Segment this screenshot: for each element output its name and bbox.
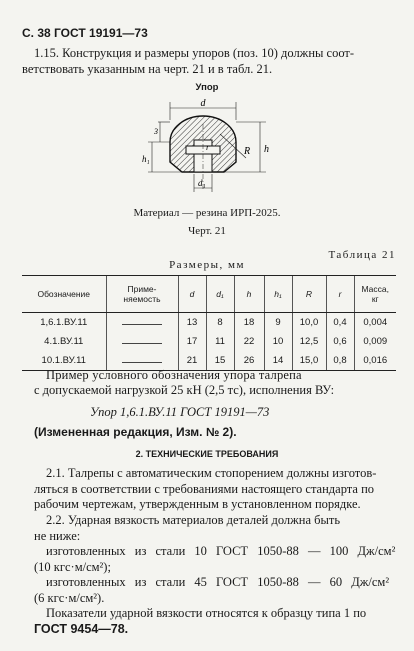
cell-h1: 10 [264, 332, 292, 351]
cell-h: 26 [234, 351, 264, 371]
clause-1-15 [22, 46, 396, 77]
clause-1-15-line1: 1.15. Конструкция и размеры упоров (поз. 10) должны соот- [34, 46, 355, 60]
clause-2-2-line8: ГОСТ 9454—78. [34, 621, 129, 636]
dim-r: r [206, 142, 210, 152]
cell-applicability [122, 324, 162, 325]
table-row [22, 313, 396, 333]
table-subtitle: Размеры, мм [169, 259, 245, 271]
cell-r: 0,6 [326, 332, 354, 351]
clause-2-2-line3: изготовленных из стали 10 ГОСТ 1050-88 — 100 Дж/см² [46, 544, 396, 558]
cell-designation: 10.1.ВУ.11 [22, 351, 106, 371]
clause-2-1 [34, 466, 396, 513]
cell-d: 21 [178, 351, 206, 371]
table-label: Таблица 21 [328, 249, 396, 261]
clause-2-1-line1: 2.1. Талрепы с автоматическим стопорением должны изготов- [46, 466, 377, 480]
cell-h1: 9 [264, 313, 292, 333]
cell-d: 17 [178, 332, 206, 351]
dim-d1: d₁ [198, 178, 206, 188]
section-2-title: 2. ТЕХНИЧЕСКИЕ ТРЕБОВАНИЯ [135, 449, 279, 459]
th-r: r [326, 276, 354, 313]
amendment-note: (Измененная редакция, Изм. № 2). [34, 425, 237, 439]
dim-h1: h₁ [142, 154, 150, 164]
cell-mass: 0,004 [354, 313, 396, 333]
cell-h: 22 [234, 332, 264, 351]
clause-2-1-line2: ляться в соответствии с требованиями настоящего стандарта по [34, 481, 375, 496]
dim-h: h [264, 144, 269, 155]
clause-2-2-line4: (10 кгс·м/см²); [34, 559, 111, 574]
clause-2-2 [34, 513, 396, 637]
material-note: Материал — резина ИРП-2025. [133, 207, 281, 219]
cell-r: 0,8 [326, 351, 354, 371]
cell-R: 10,0 [292, 313, 326, 333]
example-line2: с допускаемой нагрузкой 25 кН (2,5 тс), исполнения ВУ: [34, 383, 335, 397]
cell-mass: 0,016 [354, 351, 396, 371]
clause-2-2-line5: изготовленных из стали 45 ГОСТ 1050-88 — 60 Дж/см² [46, 575, 390, 589]
table-header-row [22, 276, 396, 313]
th-applicability: Приме- няемость [106, 276, 178, 313]
cell-r: 0,4 [326, 313, 354, 333]
drawing-title: Упор [195, 82, 219, 93]
example-line1: Пример условного обозначения упора талрепа [46, 368, 302, 382]
figure-caption: Черт. 21 [188, 225, 226, 237]
stop-drawing [140, 96, 280, 196]
dim-3: 3 [154, 127, 158, 136]
cell-mass: 0,009 [354, 332, 396, 351]
cell-R: 12,5 [292, 332, 326, 351]
clause-2-2-line2: не ниже: [34, 528, 81, 543]
th-d: d [178, 276, 206, 313]
cell-h: 18 [234, 313, 264, 333]
cell-d1: 11 [206, 332, 234, 351]
clause-2-2-line1: 2.2. Ударная вязкость материалов деталей должна быть [46, 513, 341, 527]
cell-applicability [122, 343, 162, 344]
cell-d1: 15 [206, 351, 234, 371]
example-code: Упор 1,6.1.ВУ.11 ГОСТ 19191—73 [90, 405, 270, 419]
th-mass: Масса, кг [354, 276, 396, 313]
th-h1: h₁ [264, 276, 292, 313]
th-designation: Обозначение [22, 276, 106, 313]
clause-2-1-line3: рабочим чертежам, утвержденным в установленном порядке. [34, 497, 361, 511]
dimensions-table [22, 275, 396, 371]
cell-applicability [122, 362, 162, 363]
cell-d: 13 [178, 313, 206, 333]
cell-h1: 14 [264, 351, 292, 371]
cell-designation: 4.1.ВУ.11 [44, 336, 84, 347]
table-row [22, 332, 396, 351]
th-R: R [292, 276, 326, 313]
cell-d1: 8 [206, 313, 234, 333]
dim-d: d [200, 98, 206, 109]
clause-1-15-line2: ветствовать указанным на черт. 21 и в табл. 21. [22, 61, 273, 76]
th-h: h [234, 276, 264, 313]
th-d1: d₁ [206, 276, 234, 313]
dim-R: R [244, 146, 251, 157]
page-header: С. 38 ГОСТ 19191—73 [22, 26, 148, 40]
cell-designation: 1,6.1.ВУ.11 [40, 317, 88, 328]
clause-2-2-line7: Показатели ударной вязкости относятся к образцу типа 1 по [46, 606, 367, 620]
clause-2-2-line6: (6 кгс·м/см²). [34, 590, 105, 605]
cell-R: 15,0 [292, 351, 326, 371]
